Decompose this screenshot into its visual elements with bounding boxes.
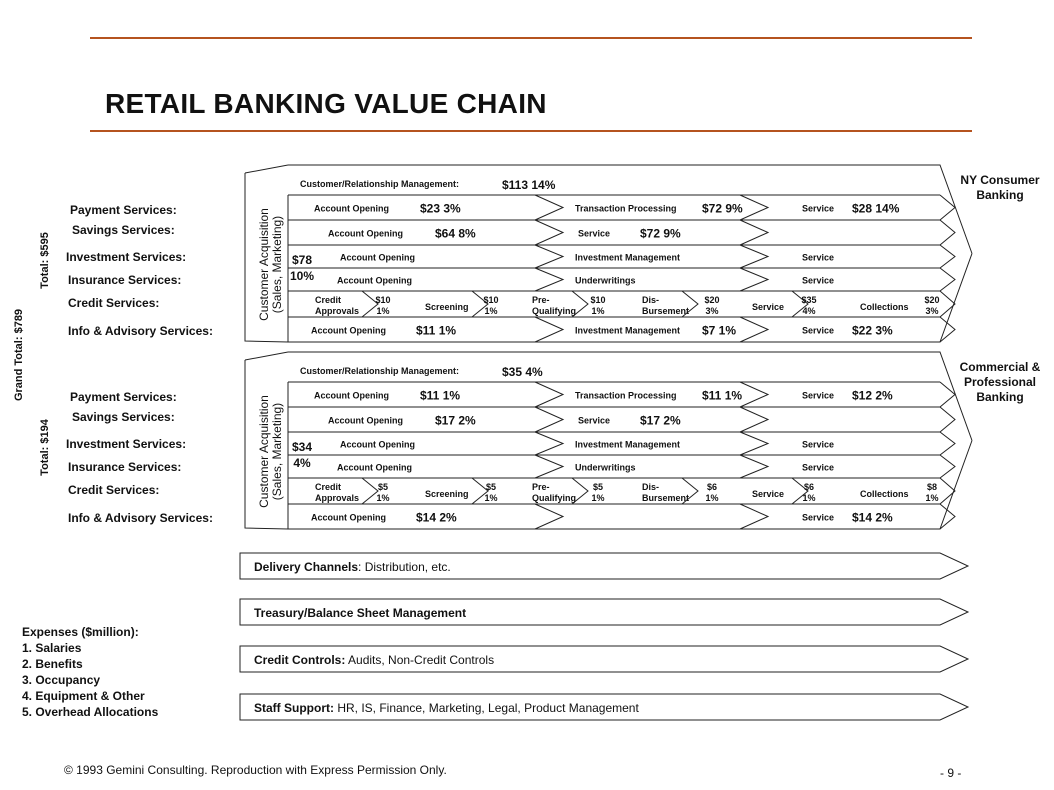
process-chevron [740,195,768,220]
service-label: Savings Services: [72,223,175,237]
acquisition-value: $78 [291,253,313,267]
credit-step-label: Collections [860,489,909,499]
process-step-value: $7 1% [702,323,737,338]
process-step-label: Investment Management [575,439,681,450]
credit-step-label: Dis- [642,295,660,305]
credit-step-pct: 1% [705,493,719,503]
process-step-label: Account Opening [340,439,415,450]
process-step-label: Account Opening [311,325,386,336]
row-arrow-tip [940,195,955,220]
process-step-label: Account Opening [340,252,415,263]
row-arrow-tip [940,382,955,407]
credit-step-value: $5 [485,482,497,492]
row-arrow-tip [940,291,955,317]
process-step-value: $11 1% [702,388,743,403]
process-step-label: Service [578,228,611,239]
process-step-value: $28 14% [852,201,900,216]
page-number: - 9 - [940,766,962,780]
process-chevron [740,220,768,245]
process-chevron [740,382,768,407]
support-activity-label: Credit Controls: Audits, Non-Credit Controls [254,653,495,667]
process-step-label: Account Opening [337,275,412,286]
support-activity-label: Delivery Channels: Distribution, etc. [254,560,451,574]
expenses-heading: Expenses ($million): [22,625,139,639]
segment-label: Banking [976,188,1024,202]
grand-total-label: Grand Total: $789 [13,308,25,402]
process-step-label: Underwritings [575,462,636,473]
chain-corner [245,165,288,173]
process-step-value: $11 1% [416,323,457,338]
service-label: Info & Advisory Services: [68,511,213,525]
credit-step-pct: 1% [484,493,498,503]
segment-label: Banking [976,390,1024,404]
credit-step-pct: 3% [925,306,939,316]
process-chevron [740,407,768,432]
acquisition-label: Customer Acquisition [257,208,271,321]
support-activity-label: Staff Support: HR, IS, Finance, Marketing, Legal, Product Management [254,701,639,715]
acquisition-label: Customer Acquisition [257,395,271,508]
service-label: Insurance Services: [68,273,182,287]
process-step-label: Investment Management [575,252,681,263]
process-step-label: Investment Management [575,325,681,336]
credit-step-value: $20 [704,295,720,305]
acquisition-pct: 10% [289,269,315,283]
credit-step-label: Collections [860,302,909,312]
credit-step-pct: 1% [376,306,390,316]
credit-step-label: Credit [315,482,342,492]
credit-step-label: Pre- [532,482,550,492]
process-chevron [535,317,563,342]
row-arrow-tip [940,245,955,268]
credit-step-value: $10 [483,295,499,305]
acquisition-label: (Sales, Marketing) [270,402,284,501]
process-step-label: Account Opening [328,228,403,239]
process-step-label: Service [802,390,835,401]
row-arrow-tip [940,268,955,291]
process-chevron [740,317,768,342]
credit-step-value: $10 [375,295,391,305]
process-chevron [740,455,768,478]
process-chevron [535,407,563,432]
credit-step-pct: 1% [376,493,390,503]
service-label: Investment Services: [66,437,187,451]
crm-value: $35 4% [502,365,543,379]
process-chevron [740,245,768,268]
credit-step-label: Qualifying [532,306,577,316]
process-step-value: $14 2% [416,510,457,525]
process-step-label: Service [802,203,835,214]
expense-item: 1. Salaries [22,641,82,655]
acquisition-pct: 4% [293,456,311,470]
chain-total-label: Total: $194 [39,419,51,476]
process-step-label: Service [802,275,835,286]
credit-step-value: $20 [924,295,940,305]
process-step-value: $22 3% [852,323,893,338]
credit-step-pct: 1% [484,306,498,316]
crm-label: Customer/Relationship Management: [300,179,460,189]
credit-step-value: $5 [592,482,604,492]
credit-step-pct: 1% [925,493,939,503]
credit-step-label: Bursement [642,306,690,316]
process-step-value: $11 1% [420,388,461,403]
segment-label: NY Consumer [960,173,1040,187]
process-chevron [740,504,768,529]
process-step-label: Service [578,415,611,426]
credit-step-label: Dis- [642,482,660,492]
process-chevron [535,195,563,220]
process-step-label: Account Opening [314,203,389,214]
process-step-label: Service [802,462,835,473]
process-step-label: Account Opening [328,415,403,426]
crm-label: Customer/Relationship Management: [300,366,460,376]
process-chevron [740,432,768,455]
credit-step-value: $6 [803,482,815,492]
expense-item: 4. Equipment & Other [22,689,145,703]
credit-step-label: Approvals [315,493,360,503]
credit-step-pct: 1% [802,493,816,503]
service-label: Info & Advisory Services: [68,324,213,338]
process-step-value: $64 8% [435,226,476,241]
process-step-label: Service [802,512,835,523]
chain-corner [245,352,288,360]
credit-step-label: Screening [425,302,469,312]
credit-step-value: $10 [590,295,606,305]
expense-item: 2. Benefits [22,657,83,671]
credit-step-pct: 3% [705,306,719,316]
service-label: Investment Services: [66,250,187,264]
credit-step-label: Pre- [532,295,550,305]
process-step-label: Transaction Processing [575,203,677,214]
credit-step-label: Screening [425,489,469,499]
chain-total-label: Total: $595 [39,232,51,289]
credit-step-value: $35 [801,295,817,305]
process-step-label: Account Opening [337,462,412,473]
process-step-label: Service [802,325,835,336]
segment-label: Professional [963,375,1037,389]
process-chevron [535,245,563,268]
credit-step-value: $6 [706,482,718,492]
process-step-value: $23 3% [420,201,461,216]
process-chevron [535,382,563,407]
process-chevron [535,220,563,245]
process-step-value: $72 9% [702,201,743,216]
process-step-label: Service [802,252,835,263]
process-chevron [535,432,563,455]
process-step-value: $14 2% [852,510,893,525]
credit-step-label: Service [752,302,785,312]
process-step-label: Underwritings [575,275,636,286]
credit-step-label: Qualifying [532,493,577,503]
row-arrow-tip [940,455,955,478]
service-label: Credit Services: [68,483,160,497]
crm-value: $113 14% [502,178,556,192]
credit-step-label: Credit [315,295,342,305]
credit-step-label: Approvals [315,306,360,316]
acquisition-label: (Sales, Marketing) [270,215,284,314]
expense-item: 5. Overhead Allocations [22,705,159,719]
service-label: Payment Services: [70,203,177,217]
credit-step-value: $8 [926,482,938,492]
process-step-label: Service [802,439,835,450]
service-label: Insurance Services: [68,460,182,474]
row-arrow-tip [940,220,955,245]
process-step-label: Transaction Processing [575,390,677,401]
process-chevron [535,268,563,291]
process-step-value: $12 2% [852,388,893,403]
row-arrow-tip [940,478,955,504]
process-step-value: $17 2% [435,413,476,428]
service-label: Credit Services: [68,296,160,310]
acquisition-value: $34 [291,440,313,454]
service-label: Payment Services: [70,390,177,404]
process-chevron [535,504,563,529]
credit-step-label: Service [752,489,785,499]
copyright-footer: © 1993 Gemini Consulting. Reproduction with Express Permission Only. [64,763,447,777]
support-activity-label: Treasury/Balance Sheet Management [254,606,467,620]
credit-step-pct: 1% [591,493,605,503]
credit-step-label: Bursement [642,493,690,503]
credit-step-value: $5 [377,482,389,492]
process-step-value: $17 2% [640,413,681,428]
expense-item: 3. Occupancy [22,673,101,687]
row-arrow-tip [940,432,955,455]
credit-step-pct: 1% [591,306,605,316]
page-title: RETAIL BANKING VALUE CHAIN [105,88,547,119]
segment-label: Commercial & [959,360,1041,374]
process-step-value: $72 9% [640,226,681,241]
process-chevron [535,455,563,478]
service-label: Savings Services: [72,410,175,424]
row-arrow-tip [940,407,955,432]
process-chevron [740,268,768,291]
process-step-label: Account Opening [314,390,389,401]
process-step-label: Account Opening [311,512,386,523]
credit-step-pct: 4% [802,306,816,316]
